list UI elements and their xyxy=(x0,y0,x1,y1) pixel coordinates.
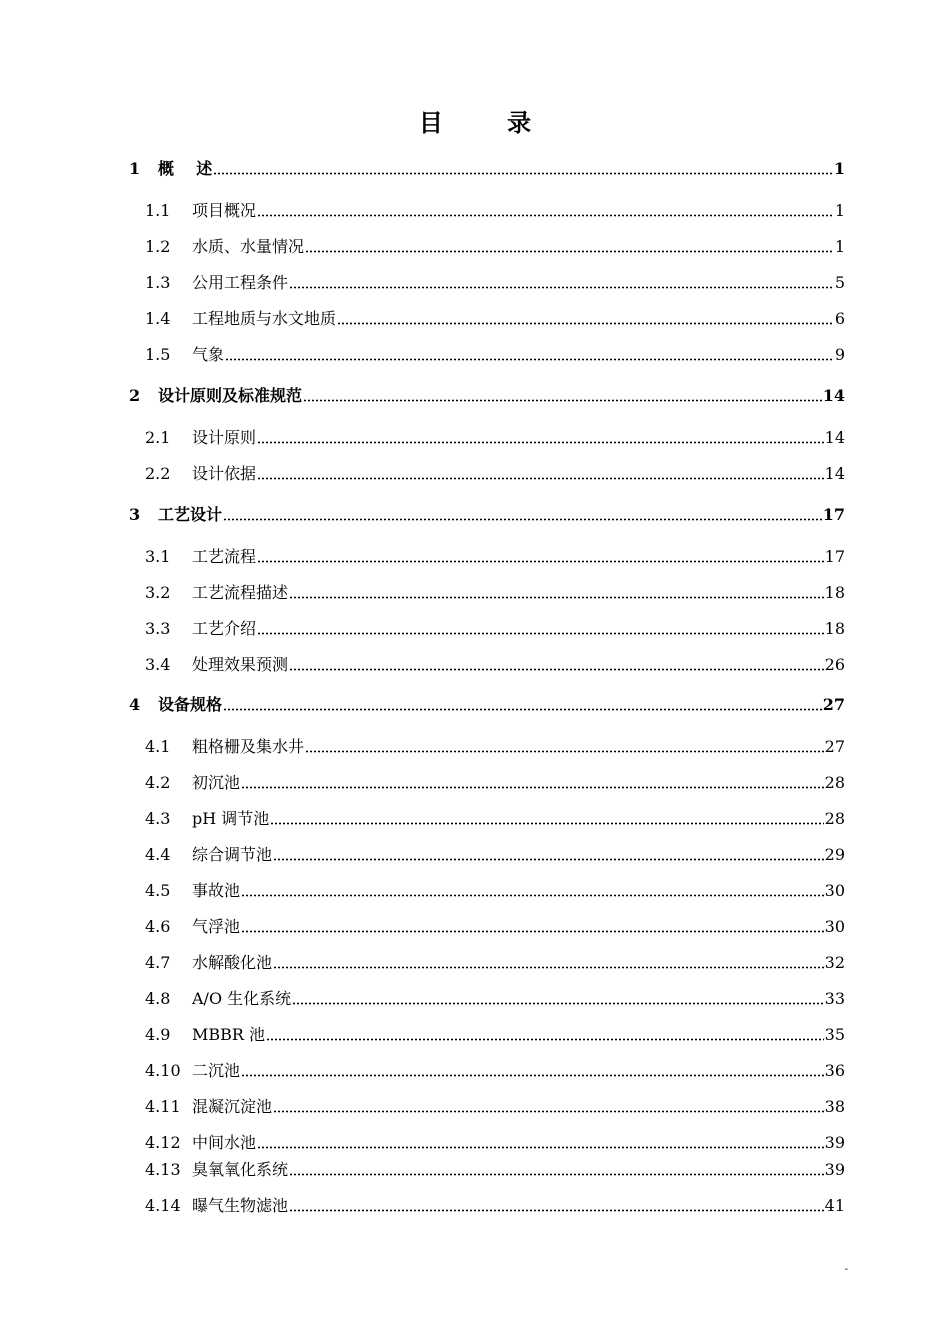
entry-title: 混凝沉淀池 xyxy=(192,1097,273,1116)
toc-entry[interactable] xyxy=(145,1157,845,1181)
entry-title: 公用工程条件 xyxy=(192,273,289,292)
entry-number: 2.1 xyxy=(145,428,171,447)
dot-leader xyxy=(289,668,824,671)
entry-number: 4.11 xyxy=(145,1097,181,1116)
entry-number: 4 xyxy=(129,695,141,714)
toc-entry[interactable] xyxy=(145,734,845,758)
dot-leader xyxy=(266,1038,824,1041)
entry-page-number: 14 xyxy=(824,428,845,447)
entry-number: 1.1 xyxy=(145,201,171,220)
entry-title: 初沉池 xyxy=(192,773,241,792)
entry-number: 3.1 xyxy=(145,547,171,566)
entry-title: 水解酸化池 xyxy=(192,953,273,972)
entry-number: 4.1 xyxy=(145,737,171,756)
dot-leader xyxy=(289,1173,824,1176)
entry-title: 设备规格 xyxy=(158,695,223,714)
entry-page-number: 17 xyxy=(822,505,845,524)
dot-leader xyxy=(257,1146,824,1149)
toc-entry[interactable] xyxy=(145,544,845,568)
entry-title: 气浮池 xyxy=(192,917,241,936)
toc-entry[interactable] xyxy=(145,1130,845,1154)
entry-page-number: 9 xyxy=(834,345,845,364)
entry-page-number: 41 xyxy=(824,1196,845,1215)
dot-leader xyxy=(292,1002,823,1005)
toc-entry[interactable] xyxy=(145,1022,845,1046)
entry-page-number: 30 xyxy=(824,917,845,936)
toc-entry[interactable] xyxy=(145,580,845,604)
dot-leader xyxy=(241,1074,824,1077)
entry-page-number: 39 xyxy=(824,1133,845,1152)
toc-entry[interactable] xyxy=(145,842,845,866)
entry-page-number: 1 xyxy=(834,237,845,256)
entry-number: 4.8 xyxy=(145,989,171,1008)
entry-title: 项目概况 xyxy=(192,201,257,220)
toc-entry[interactable] xyxy=(145,914,845,938)
toc-entry[interactable] xyxy=(145,878,845,902)
toc-entry[interactable] xyxy=(145,1094,845,1118)
entry-number: 2.2 xyxy=(145,464,171,483)
dot-leader xyxy=(241,786,824,789)
entry-page-number: 1 xyxy=(834,201,845,220)
entry-title: 工艺设计 xyxy=(158,505,223,524)
dot-leader xyxy=(289,596,824,599)
entry-page-number: 17 xyxy=(824,547,845,566)
toc-entry[interactable] xyxy=(145,425,845,449)
entry-title: 水质、水量情况 xyxy=(192,237,305,256)
entry-number: 4.7 xyxy=(145,953,171,972)
dot-leader xyxy=(257,441,824,444)
toc-entry[interactable] xyxy=(145,616,845,640)
entry-page-number: 5 xyxy=(834,273,845,292)
entry-page-number: 14 xyxy=(824,464,845,483)
entry-number: 4.12 xyxy=(145,1133,181,1152)
entry-number: 1.3 xyxy=(145,273,171,292)
dot-leader xyxy=(213,172,833,175)
entry-title: 工艺流程 xyxy=(192,547,257,566)
entry-number: 3.3 xyxy=(145,619,171,638)
entry-number: 4.3 xyxy=(145,809,171,828)
entry-page-number: 29 xyxy=(824,845,845,864)
dot-leader xyxy=(223,708,822,711)
entry-title: 概 述 xyxy=(158,159,213,178)
entry-number: 4.4 xyxy=(145,845,171,864)
entry-number: 3.2 xyxy=(145,583,171,602)
entry-page-number: 26 xyxy=(824,655,845,674)
entry-page-number: 36 xyxy=(824,1061,845,1080)
entry-title: MBBR 池 xyxy=(192,1025,266,1044)
entry-number: 3 xyxy=(129,505,141,524)
entry-title: 粗格栅及集水井 xyxy=(192,737,305,756)
dot-leader xyxy=(241,930,824,933)
dot-leader xyxy=(241,894,824,897)
entry-title: 二沉池 xyxy=(192,1061,241,1080)
dot-leader xyxy=(223,518,822,521)
dot-leader xyxy=(289,1209,824,1212)
toc-entry[interactable] xyxy=(145,806,845,830)
entry-page-number: 39 xyxy=(824,1160,845,1179)
dot-leader xyxy=(305,750,824,753)
entry-page-number: 6 xyxy=(834,309,845,328)
toc-entry[interactable] xyxy=(129,156,845,180)
toc-entry[interactable] xyxy=(145,461,845,485)
entry-title: 综合调节池 xyxy=(192,845,273,864)
entry-page-number: 27 xyxy=(824,737,845,756)
toc-entry[interactable] xyxy=(145,1058,845,1082)
entry-page-number: 38 xyxy=(824,1097,845,1116)
toc-entry[interactable] xyxy=(129,383,845,407)
entry-number: 4.2 xyxy=(145,773,171,792)
dot-leader xyxy=(273,966,824,969)
toc-entry[interactable] xyxy=(129,692,845,716)
entry-number: 1 xyxy=(129,159,141,178)
entry-title: 设计原则及标准规范 xyxy=(158,386,303,405)
toc-entry[interactable] xyxy=(145,652,845,676)
entry-page-number: 35 xyxy=(824,1025,845,1044)
toc-entry[interactable] xyxy=(145,306,845,330)
entry-page-number: 18 xyxy=(824,619,845,638)
toc-entry[interactable] xyxy=(145,1193,845,1217)
entry-number: 4.10 xyxy=(145,1061,181,1080)
dot-leader xyxy=(337,322,834,325)
dot-leader xyxy=(225,358,834,361)
toc-entry[interactable] xyxy=(145,198,845,222)
page-title: 目 录 xyxy=(418,109,560,137)
entry-title: 设计依据 xyxy=(192,464,257,483)
entry-page-number: 32 xyxy=(824,953,845,972)
toc-entry[interactable] xyxy=(145,950,845,974)
dot-leader xyxy=(257,214,834,217)
entry-title: 气象 xyxy=(192,345,225,364)
entry-title: 设计原则 xyxy=(192,428,257,447)
entry-number: 2 xyxy=(129,386,141,405)
toc-entry[interactable] xyxy=(145,770,845,794)
entry-page-number: 14 xyxy=(822,386,845,405)
entry-page-number: 27 xyxy=(822,695,845,714)
entry-page-number: 18 xyxy=(824,583,845,602)
entry-title: 工程地质与水文地质 xyxy=(192,309,337,328)
dot-leader xyxy=(257,477,824,480)
entry-number: 4.13 xyxy=(145,1160,181,1179)
entry-title: 曝气生物滤池 xyxy=(192,1196,289,1215)
dot-leader xyxy=(289,286,834,289)
entry-title: 处理效果预测 xyxy=(192,655,289,674)
footer-mark: - xyxy=(844,1264,848,1275)
toc-entry[interactable] xyxy=(145,234,845,258)
entry-page-number: 28 xyxy=(824,809,845,828)
dot-leader xyxy=(257,560,824,563)
entry-page-number: 1 xyxy=(833,159,845,178)
entry-page-number: 28 xyxy=(824,773,845,792)
toc-entry[interactable] xyxy=(145,986,845,1010)
toc-entry[interactable] xyxy=(145,342,845,366)
dot-leader xyxy=(273,858,824,861)
entry-title: 臭氧氧化系统 xyxy=(192,1160,289,1179)
entry-title: 工艺介绍 xyxy=(192,619,257,638)
entry-title: pH 调节池 xyxy=(192,809,270,828)
entry-title: A/O 生化系统 xyxy=(192,989,292,1008)
entry-title: 事故池 xyxy=(192,881,241,900)
toc-entry[interactable] xyxy=(145,270,845,294)
entry-number: 1.5 xyxy=(145,345,171,364)
dot-leader xyxy=(305,250,834,253)
entry-number: 1.4 xyxy=(145,309,171,328)
entry-number: 3.4 xyxy=(145,655,171,674)
entry-page-number: 33 xyxy=(824,989,845,1008)
entry-page-number: 30 xyxy=(824,881,845,900)
entry-number: 1.2 xyxy=(145,237,171,256)
entry-number: 4.6 xyxy=(145,917,171,936)
dot-leader xyxy=(273,1110,824,1113)
toc-entry[interactable] xyxy=(129,502,845,526)
entry-number: 4.14 xyxy=(145,1196,181,1215)
dot-leader xyxy=(303,399,822,402)
entry-number: 4.9 xyxy=(145,1025,171,1044)
dot-leader xyxy=(257,632,824,635)
entry-number: 4.5 xyxy=(145,881,171,900)
dot-leader xyxy=(270,822,823,825)
entry-title: 工艺流程描述 xyxy=(192,583,289,602)
entry-title: 中间水池 xyxy=(192,1133,257,1152)
